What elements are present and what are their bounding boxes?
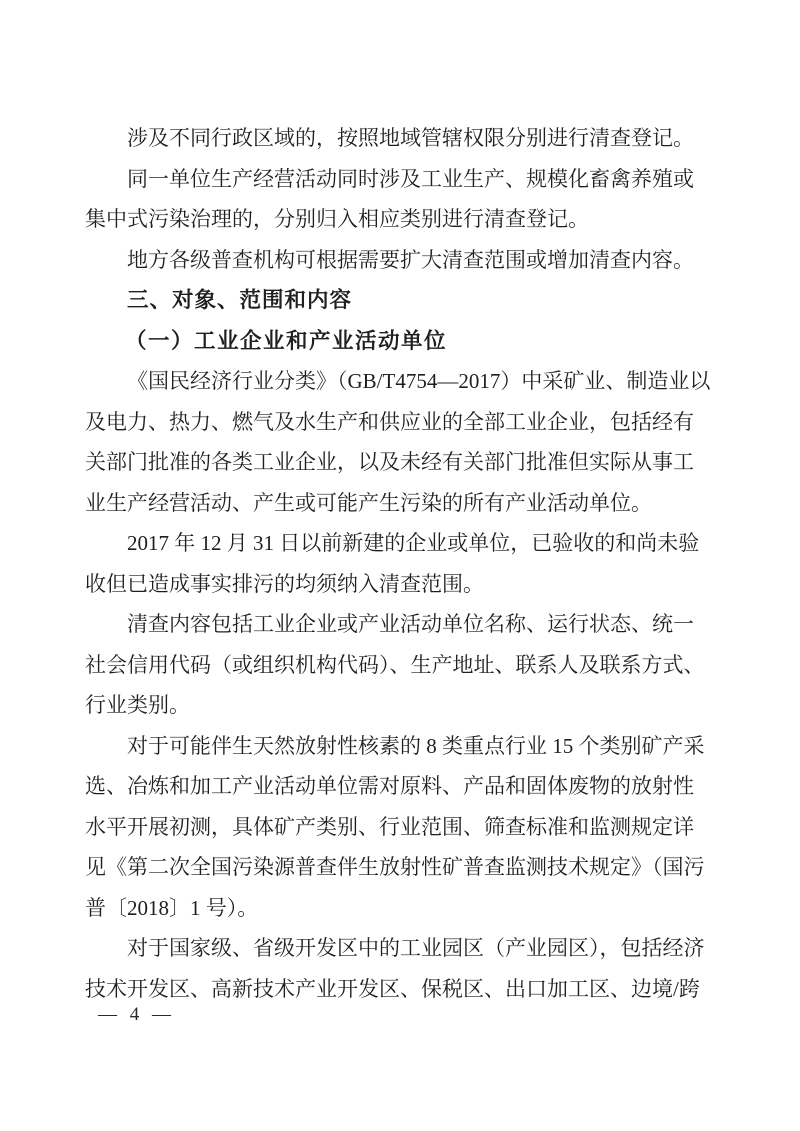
paragraph-line: 集中式污染治理的，分别归入相应类别进行清查登记。 bbox=[85, 207, 589, 231]
paragraph-line: 同一单位生产经营活动同时涉及工业生产、规模化畜禽养殖或 bbox=[127, 166, 694, 191]
paragraph-line: 行业类别。 bbox=[85, 693, 190, 717]
paragraph-line: 对于可能伴生天然放射性核素的 8 类重点行业 15 个类别矿产采 bbox=[127, 733, 705, 758]
paragraph-line: 及电力、热力、燃气及水生产和供应业的全部工业企业，包括经有 bbox=[85, 409, 694, 434]
paragraph-line: 收但已造成事实排污的均须纳入清查范围。 bbox=[85, 571, 484, 596]
page-number: — 4 — bbox=[98, 1004, 175, 1025]
paragraph-line: 业生产经营活动、产生或可能产生污染的所有产业活动单位。 bbox=[85, 490, 652, 515]
paragraph-line: 社会信用代码（或组织机构代码）、生产地址、联系人及联系方式、 bbox=[85, 652, 705, 677]
paragraph-line: 2017 年 12 月 31 日以前新建的企业或单位，已验收的和尚未验 bbox=[127, 531, 700, 555]
paragraph-line: 选、冶炼和加工产业活动单位需对原料、产品和固体废物的放射性 bbox=[85, 774, 694, 798]
paragraph-line: 见《第二次全国污染源普查伴生放射性矿普查监测技术规定》（国污 bbox=[85, 855, 705, 879]
paragraph-line: 普〔2018〕1 号）。 bbox=[85, 895, 259, 920]
paragraph-line: 涉及不同行政区域的，按照地域管辖权限分别进行清查登记。 bbox=[127, 126, 694, 150]
paragraph-line: 对于国家级、省级开发区中的工业园区（产业园区），包括经济 bbox=[127, 936, 705, 960]
paragraph-line: 《国民经济行业分类》（GB/T4754—2017）中采矿业、制造业以 bbox=[127, 369, 711, 393]
paragraph-line: 清查内容包括工业企业或产业活动单位名称、运行状态、统一 bbox=[127, 612, 694, 636]
paragraph-line: 水平开展初测，具体矿产类别、行业范围、筛查标准和监测规定详 bbox=[85, 814, 694, 839]
document-body bbox=[85, 118, 711, 1009]
section-heading: 三、对象、范围和内容 bbox=[127, 288, 353, 312]
paragraph-line: 关部门批准的各类工业企业，以及未经有关部门批准但实际从事工 bbox=[85, 450, 694, 474]
paragraph-line: 地方各级普查机构可根据需要扩大清查范围或增加清查内容。 bbox=[127, 247, 694, 272]
subsection-heading: （一）工业企业和产业活动单位 bbox=[125, 328, 448, 353]
paragraph-line: 技术开发区、高新技术产业开发区、保税区、出口加工区、边境/跨 bbox=[85, 976, 700, 1001]
